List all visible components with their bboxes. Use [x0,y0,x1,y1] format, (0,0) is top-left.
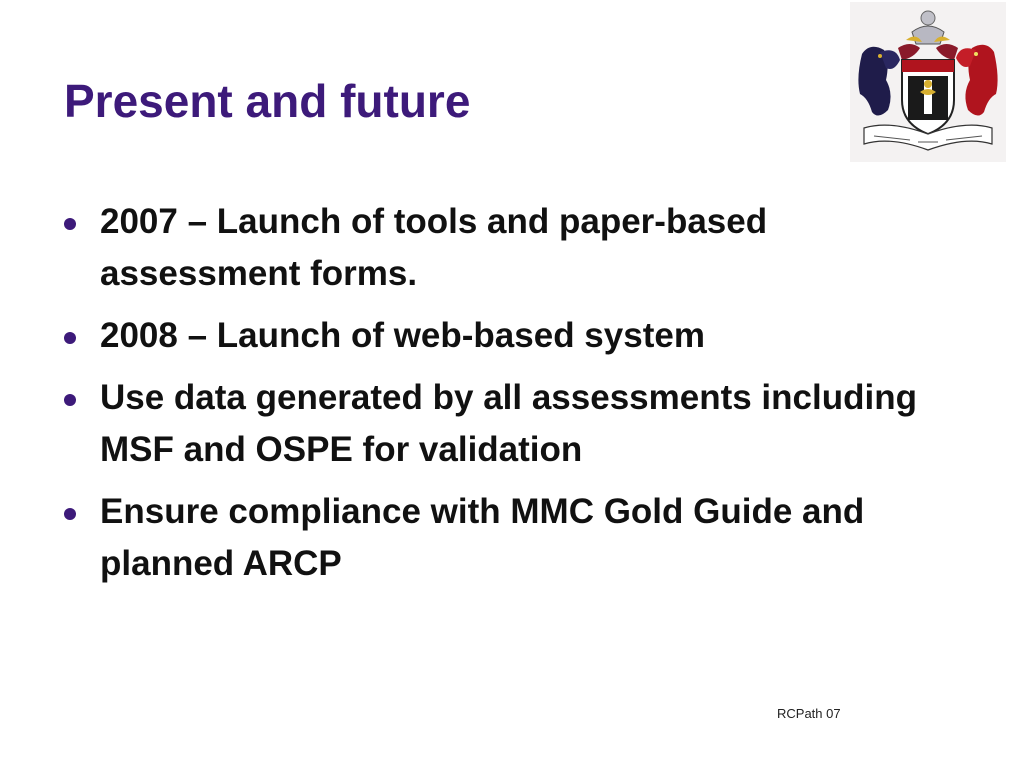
bullet-icon [64,508,76,520]
bullet-icon [64,394,76,406]
bullet-icon [64,332,76,344]
bullet-item [64,196,964,300]
slide-title: Present and future [64,75,471,127]
bullet-item [64,486,964,590]
coat-of-arms-logo [850,2,1006,162]
bullet-item [64,310,964,362]
bullet-text: Use data generated by all assessments including MSF and OSPE for validation [100,378,917,469]
bullet-item [64,372,964,476]
bullet-icon [64,218,76,230]
bullet-text: Ensure compliance with MMC Gold Guide and planned ARCP [100,492,865,583]
bullet-text: 2008 – Launch of web-based system [100,316,705,355]
bullet-text: 2007 – Launch of tools and paper-based assessment forms. [100,202,768,293]
slide-footer: RCPath 07 [777,706,841,721]
bullet-list [64,196,964,600]
